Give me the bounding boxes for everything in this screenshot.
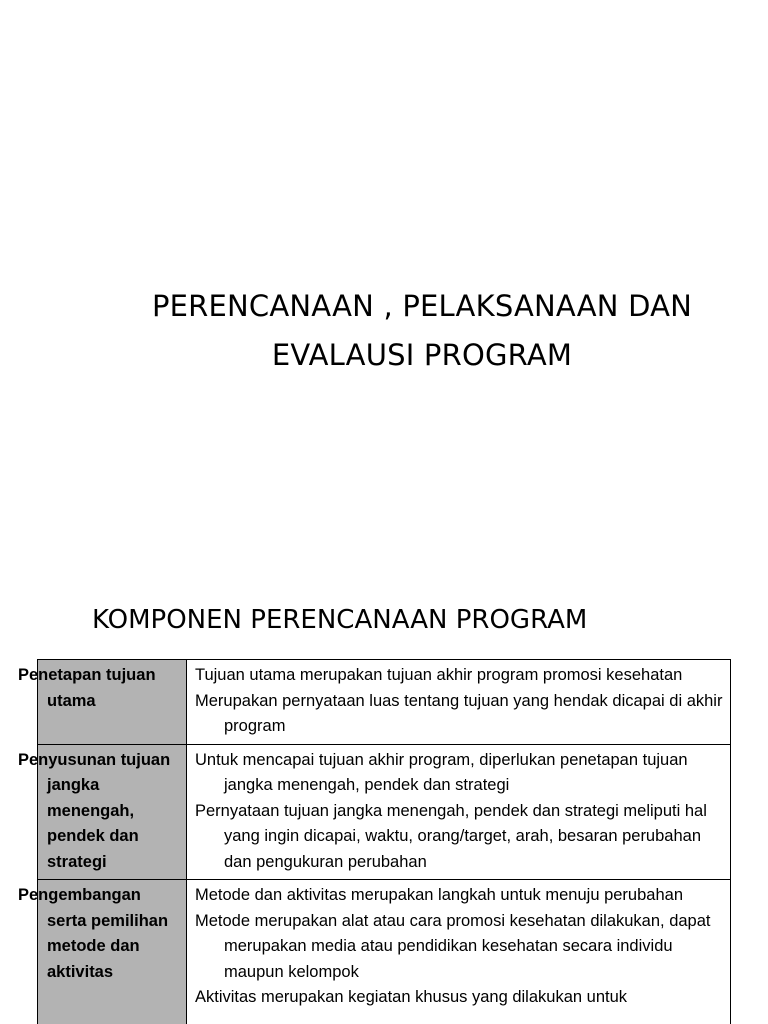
slide-title-line-1: PERENCANAAN , PELAKSANAAN DAN [151,289,693,323]
row-label: Penyusunan tujuan jangka menengah, pendek dan strategi [38,744,187,880]
row-content [187,660,731,745]
row-paragraph: Metode merupakan alat atau cara promosi kesehatan dilakukan, dapat merupakan media atau pendidikan kesehatan secara individu maupun kelompok [195,911,711,981]
row-content [187,880,731,1024]
table-row [38,660,731,745]
row-paragraph: Pernyataan tujuan jangka menengah, pendek dan strategi meliputi hal yang ingin dicapai, waktu, orang/target, arah, besaran perubahan dan pengukuran perubahan [195,801,707,871]
slide-title [80,282,764,380]
row-paragraph: Aktivitas merupakan kegiatan khusus yang dilakukan untuk [195,988,628,1006]
table-row [38,744,731,880]
section-title: KOMPONEN PERENCANAAN PROGRAM [92,605,588,635]
row-label: Penetapan tujuan utama [38,660,187,745]
row-content [187,744,731,880]
row-paragraph: Untuk mencapai tujuan akhir program, diperlukan penetapan tujuan jangka menengah, pendek dan strategi [195,750,688,794]
table-row [38,880,731,1024]
row-paragraph: Tujuan utama merupakan tujuan akhir program promosi kesehatan [195,666,683,684]
row-label: Pengembangan serta pemilihan metode dan aktivitas [38,880,187,1024]
slide-title-line-2: EVALAUSI PROGRAM [271,338,573,372]
components-table [18,659,731,1024]
row-paragraph: Merupakan pernyataan luas tentang tujuan yang hendak dicapai di akhir program [195,691,723,735]
row-paragraph: Metode dan aktivitas merupakan langkah untuk menuju perubahan [195,886,683,904]
